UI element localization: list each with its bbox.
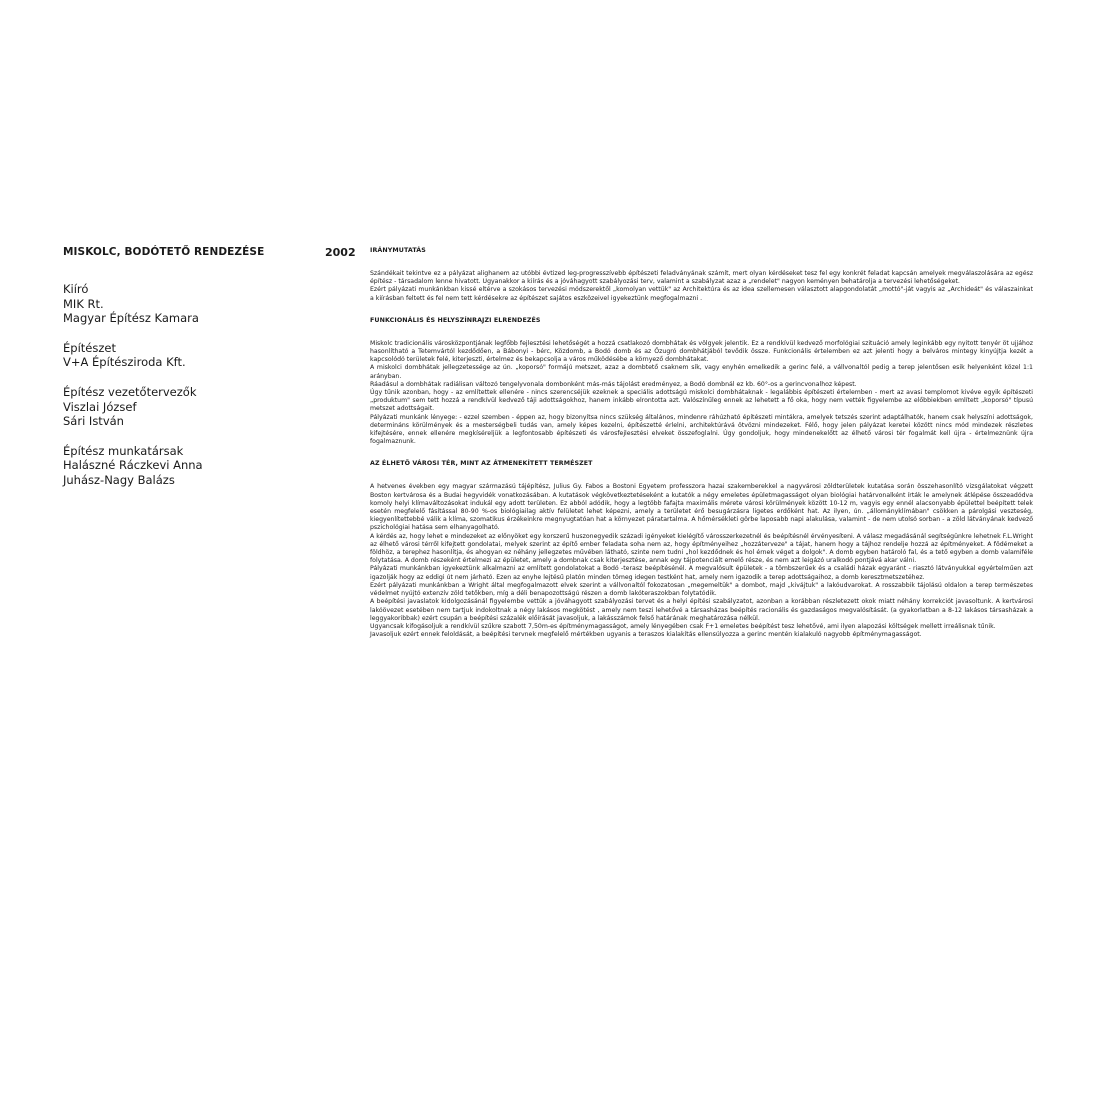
paragraph: Szándékait tekintve ez a pályázat alighanem az utóbbi évtized leg-progresszívebb építészeti feladványának számít, mert olyan kérdéseket tesz fel egy konkrét feladat kapcsán amelyek megválaszolására az egész építész - társadalom lenne hivatott. Ugyanakkor a kiírás és a jóváhagyott szabályozási terv, valamint a szabályzat azaz a „rendelet" nagyon keményen behatárolja a tervezési lehetőségeket. [370, 270, 1033, 286]
credit-name: Viszlai József [63, 399, 137, 414]
credit-name: Halászné Ráczkevi Anna [63, 458, 203, 473]
paragraph: A kérdés az, hogy lehet e mindezeket az előnyöket egy korszerű huszonegyedik századi igényeket kielégítő városszerkezetnél és beépítésnél érvényesíteni. A válasz megadásánál segítségünkre lehetnek F.L.Wright az élhető városi térről kifejtett gondolatai, melyek szerint az építő ember feladata soha nem az, hogy építményeihez „hozzáterveze" a tájat, hanem hogy a tájhoz rendelje hozzá az építményeket. A födémeket a földhöz, a terephez hasonlítja, és ahogyan ez néhány jellegzetes művében látható, szinte nem tudni „hol kezdődnek és hol érnek véget a dolgok". A domb egyben határoló fal, és a tető egyben a domb valamiféle folytatása. A domb részeként értelmezi az épületet, amely a dombnak csak kiterjesztése, annak egy tájpotenciált emelő része, és nem azt leigázó uralkodó pontjává akar válni. [370, 532, 1033, 565]
paragraph: A miskolci dombhátak jellegzetessége az ún. „koporsó" formájú metszet, azaz a dombtető csaknem sík, vagy enyhén emelkedik a gerinc felé, a vállvonaltól pedig a terep jelentősen esik helyenként közel 1:1 arányban. [370, 364, 1033, 380]
paragraph: A hetvenes években egy magyar származású tájépítész, Julius Gy. Fabos a Bostoni Egyetem professzora hazai szakemberekkel a nagyvárosi zöldterületek kutatása során összehasonlító vizsgálatokat végzett Boston kertvárosa és a Budai hegyvidék vonatkozásában. A kutatások végkövetkeztetéseként a kutatók a négy emeletes épületmagasságot olyan biológiai határvonalként írták le amelynek átlépése összeadódva komoly helyi klímaváltozásokat indukál egy adott területen. Ez abból adódik, hogy a legtöbb fafajta maximális mérete városi körülmények között 10-12 m, vagyis egy ennél alacsonyabb épülettel beépített telek esetén megfelelő fásítással 80-90 %-os biológiailag aktív felületet lehet képezni, amely a területet érő besugárzásra ligetes erdőként hat. Az ilyen, ún. „állományklímában" csökken a párolgási veszteség, kiegyenlítettebbé válik a klíma, szomatikus érzékeinkre megnyugtatóan hat a környezet páratartalma. A hőmérsékleti görbe laposabb napi alakulása, valamint - de nem utolsó sorban - a zöld látványának kedvező pszichológiai hatása sem elhanyagolható. [370, 483, 1033, 532]
paragraph: Ezért pályázati munkánkban a Wright által megfogalmazott elvek szerint a vállvonaltól fokozatosan „megemeltük" a dombot, majd „kivájtuk" a lakóudvarokat. A rosszabbik tájolású oldalon a terep természetes védelmet nyújtó extenzív zöld tetőkben, míg a déli benapozottságú részen a domb lakóteraszokban folytatódik. [370, 581, 1033, 598]
credit-group-client [63, 282, 363, 326]
paragraph: Pályázati munkánk lényege: - ezzel szemben - éppen az, hogy bizonyítsa nincs szükség általános, mindenre ráhúzható építészeti mintákra, amelyek tetszés szerint adaptálhatók, hanem csak helyszíni adottságok, determináns körülmények és a mesterségbeli tudás van, amely képes kezelni, építészetté érlelni, architektúrává ötvözni mindezeket. Félő, hogy jelen pályázat keretei között nincs mód mindezek részletes kifejtésére, ennek ellenére megkíséreljük a legfontosabb építészeti és városfejlesztési elveket összefoglalni. Úgy gondoljuk, hogy mindenekelőtt az élhető városi tér fogalmát kell újra - értelmeznünk újra fogalmaznunk. [370, 413, 1033, 446]
credit-heading: Építész vezetőtervezők [63, 384, 197, 399]
credit-name: V+A Építésziroda Kft. [63, 355, 186, 370]
credits-column [63, 246, 363, 503]
paragraph: Ráadásul a dombhátak radiálisan változó tengelyvonala dombonként más-más tájolást eredményez, a Bodó dombnál ez kb. 60°-os a gerincvonalhoz képest. [370, 380, 857, 388]
paragraph: A beépítési javaslatok kidolgozásánál figyelembe vettük a jóváhagyott szabályozási tervet és a helyi építési szabályzatot, azonban a korábban részletezett okok miatt néhány korrekciót javasoltunk. A kertvárosi lakóövezet esetében nem tartjuk indokoltnak a négy lakásos megkötést , amely nem teszi lehetővé a társasházas beépítés racionális és gazdaságos megvalósítását. (a gyakorlatban a 8-12 lakásos társasházak a leggyakoribbak) ezért csupán a beépítési százalék előírását javasoljuk, a lakásszámok felső határának meghatározása nélkül. [370, 598, 1033, 622]
paragraph: Pályázati munkánkban igyekeztünk alkalmazni az említett gondolatokat a Bodó -terasz beépítésénél. A megvalósult épületek - a tömbszerűek és a családi házak egyaránt - riasztó látványukkal egyértelműen azt igazolják hogy az eddigi út nem járható. Ezen az enyhe lejtésű platón minden tömeg idegen testként hat, amely nem igazodik a terep adottságaihoz, a domb keresztmetszetéhez. [370, 565, 1033, 581]
credit-name: Sári István [63, 414, 124, 429]
section-heading: AZ ÉLHETŐ VÁROSI TÉR, MINT AZ ÁTMENEKÍTETT TERMÉSZET [370, 460, 593, 468]
credit-name: MIK Rt. [63, 296, 104, 311]
credit-heading: Építészet [63, 340, 116, 355]
paragraph: Javasoljuk ezért ennek feloldását, a beépítési tervnek megfelelő mértékben ugyanis a teraszos kialakítás ellensúlyozza a gerinc mentén kialakuló nagyobb építménymagasságot. [370, 631, 922, 639]
text-column [370, 247, 1033, 639]
credit-heading: Kiíró [63, 282, 89, 296]
credit-group-architecture [63, 341, 363, 370]
section-heading: FUNKCIONÁLIS ÉS HELYSZÍNRAJZI ELRENDEZÉS [370, 316, 541, 324]
project-title: MISKOLC, BODÓTETŐ RENDEZÉSE [63, 246, 265, 258]
credit-name: Juhász-Nagy Balázs [63, 472, 175, 487]
paragraph: Úgy tűnik azonban, hogy - az említettek ellenére - nincs szerencséjük ezeknek a speciális adottságú miskolci dombhátaknak - legalábbis építészeti értelemben - mert az avasi templomot kivéve egyik építészeti „produktum" sem tett hozzá a rendkívül kedvező táji adottságokhoz, hanem inkább elrontotta azt. Valószínűleg ennek az lehetett a fő oka, hogy nem vették figyelembe az előbbiekben említett „koporsó" típusú metszet adottságait. [370, 389, 1033, 413]
credit-heading: Építész munkatársak [63, 443, 184, 458]
paragraph: Miskolc tradicionális városközpontjának legfőbb fejlesztési lehetőségét a hozzá csatlakozó dombhátak és völgyek jelentik. Ez a rendkívül kedvező morfológiai szituáció amely leginkább egy nyitott tenyér öt ujjához hasonlítható a Tetemvártól kezdődően, a Bábonyi - bérc, Közdomb, a Bodó domb és az Őzugró dombhátjából tevődik össze. Funkcionális értelemben ez azt jelenti hogy a belváros mintegy kinyújtja kezét a kapcsolódó területek felé, kiterjeszti, értelmez és bekapcsolja a város működésébe a környező dombhátakat. [370, 339, 1033, 364]
credit-group-associates [63, 444, 363, 488]
paragraph: Ugyancsak kifogásoljuk a rendkívül szűkre szabott 7,50m-es építménymagasságot, amely lényegében csak F+1 emeletes beépítést tesz lehetővé, ami ilyen alapozási költségek mellett irreálisnak tűnik. [370, 622, 996, 630]
section-heading: IRÁNYMUTATÁS [370, 247, 426, 254]
project-year: 2002 [325, 246, 356, 259]
paragraph: Ezért pályázati munkánkban kissé eltérve a szokásos tervezési módszerektől „komolyan vettük" az Architektúra és az idea szellemesen választott alapgondolatát „mottó"-ját vagyis az „Archideát" és válaszainkat a kiírásban feltett és fel nem tett kérdésekre az építészet sajátos eszközeivel igyekeztünk megfogalmazni . [370, 286, 1033, 302]
credit-group-lead-architects [63, 385, 363, 429]
credit-name: Magyar Építész Kamara [63, 311, 199, 326]
